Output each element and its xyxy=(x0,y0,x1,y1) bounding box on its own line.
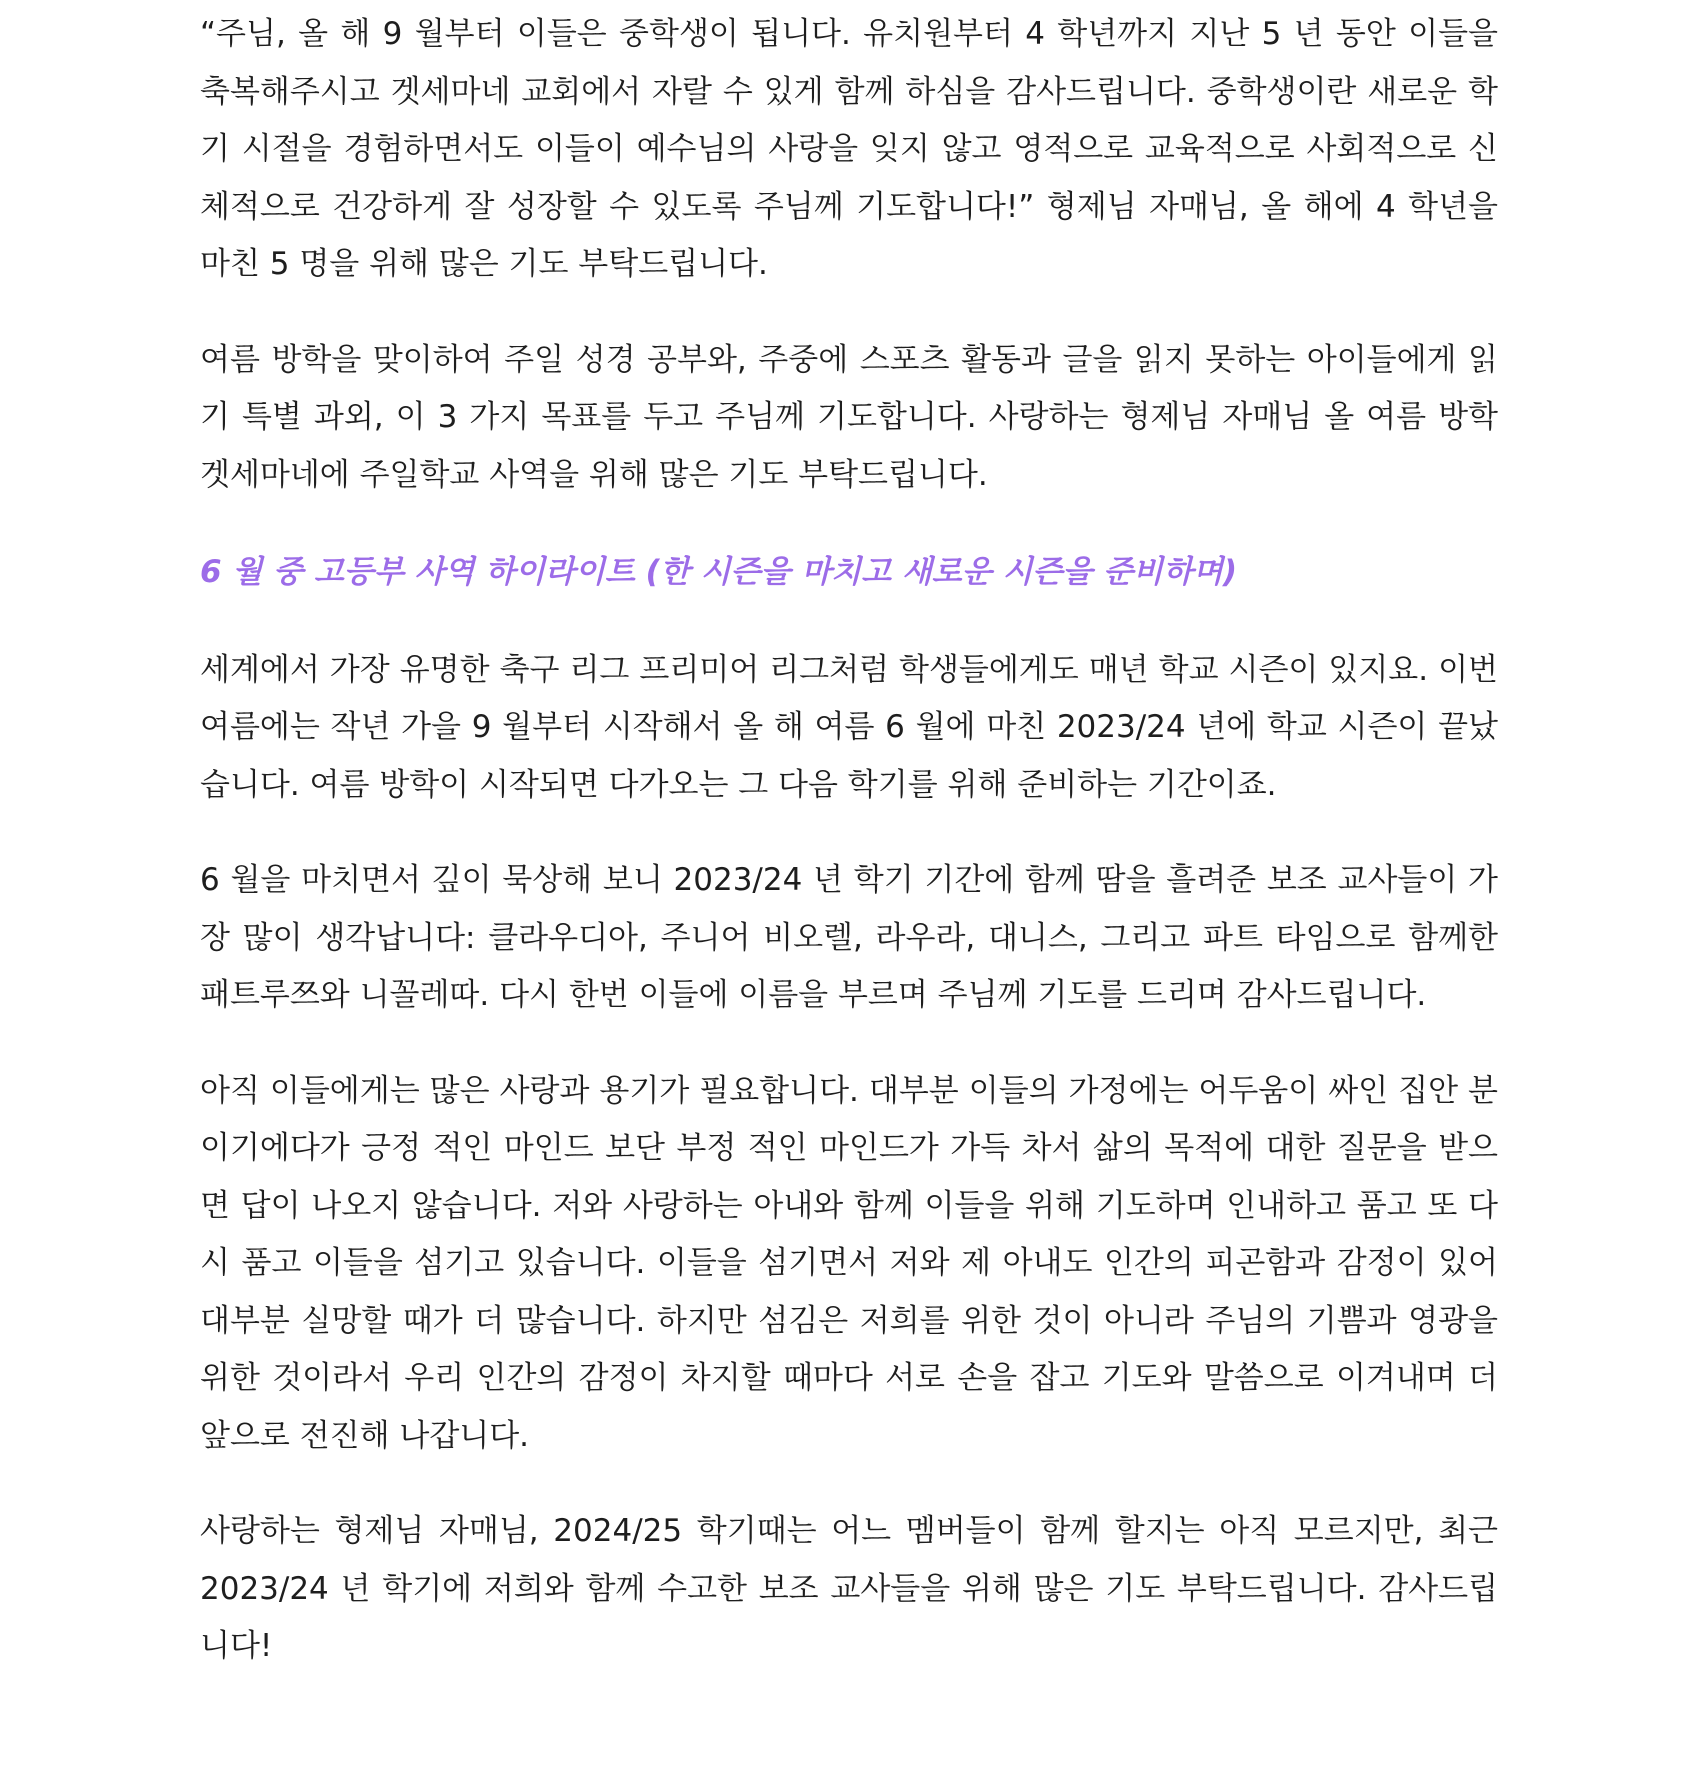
paragraph-school-season: 세계에서 가장 유명한 축구 리그 프리미어 리그처럼 학생들에게도 매년 학교 시즌이 있지요. 이번 여름에는 작년 가을 9 월부터 시작해서 올 해 여름 6 월에 마친 2023/24 년에 학교 시즌이 끝났습니다. 여름 방학이 시작되면 다가오는 그 다음 학기를 위해 준비하는 기간이죠. xyxy=(200,651,1498,803)
document-body xyxy=(200,6,1498,1676)
paragraph-summer-goals: 여름 방학을 맞이하여 주일 성경 공부와, 주중에 스포츠 활동과 글을 읽지 못하는 아이들에게 읽기 특별 과외, 이 3 가지 목표를 두고 주님께 기도합니다. 사랑하는 형제님 자매님 올 여름 방학 겟세마네에 주일학교 사역을 위해 많은 기도 부탁드립니다. xyxy=(200,341,1498,493)
paragraph-prayer-graduates: “주님, 올 해 9 월부터 이들은 중학생이 됩니다. 유치원부터 4 학년까지 지난 5 년 동안 이들을 축복해주시고 겟세마네 교회에서 자랄 수 있게 함께 하심을 감사드립니다. 중학생이란 새로운 학기 시절을 경험하면서도 이들이 예수님의 사랑을 잊지 않고 영적으로 교육적으로 사회적으로 신체적으로 건강하게 잘 성장할 수 있도록 주님께 기도합니다!” 형제님 자매님, 올 해에 4 학년을 마친 5 명을 위해 많은 기도 부탁드립니다. xyxy=(200,16,1498,282)
paragraph-closing-request: 사랑하는 형제님 자매님, 2024/25 학기때는 어느 멤버들이 함께 할지는 아직 모르지만, 최근 2023/24 년 학기에 저희와 함께 수고한 보조 교사들을 위해 많은 기도 부탁드립니다. 감사드립니다! xyxy=(200,1513,1498,1664)
section-heading: 6 월 중 고등부 사역 하이라이트 (한 시즌을 마치고 새로운 시즌을 준비하며) xyxy=(200,554,1238,590)
paragraph-love-and-courage: 아직 이들에게는 많은 사랑과 용기가 필요합니다. 대부분 이들의 가정에는 어두움이 싸인 집안 분이기에다가 긍정 적인 마인드 보단 부정 적인 마인드가 가득 차서 삶의 목적에 대한 질문을 받으면 답이 나오지 않습니다. 저와 사랑하는 아내와 함께 이들을 위해 기도하며 인내하고 품고 또 다시 품고 이들을 섬기고 있습니다. 이들을 섬기면서 저와 제 아내도 인간의 피곤함과 감정이 있어 대부분 실망할 때가 더 많습니다. 하지만 섬김은 저희를 위한 것이 아니라 주님의 기쁨과 영광을 위한 것이라서 우리 인간의 감정이 차지할 때마다 서로 손을 잡고 기도와 말씀으로 이겨내며 더 앞으로 전진해 나갑니다. xyxy=(200,1072,1498,1454)
paragraph-assistant-teachers: 6 월을 마치면서 깊이 묵상해 보니 2023/24 년 학기 기간에 함께 땀을 흘려준 보조 교사들이 가장 많이 생각납니다: 클라우디아, 주니어 비오렐, 라우라, 대니스, 그리고 파트 타임으로 함께한 패트루쯔와 니꼴레따. 다시 한번 이들에 이름을 부르며 주님께 기도를 드리며 감사드립니다. xyxy=(200,862,1498,1013)
